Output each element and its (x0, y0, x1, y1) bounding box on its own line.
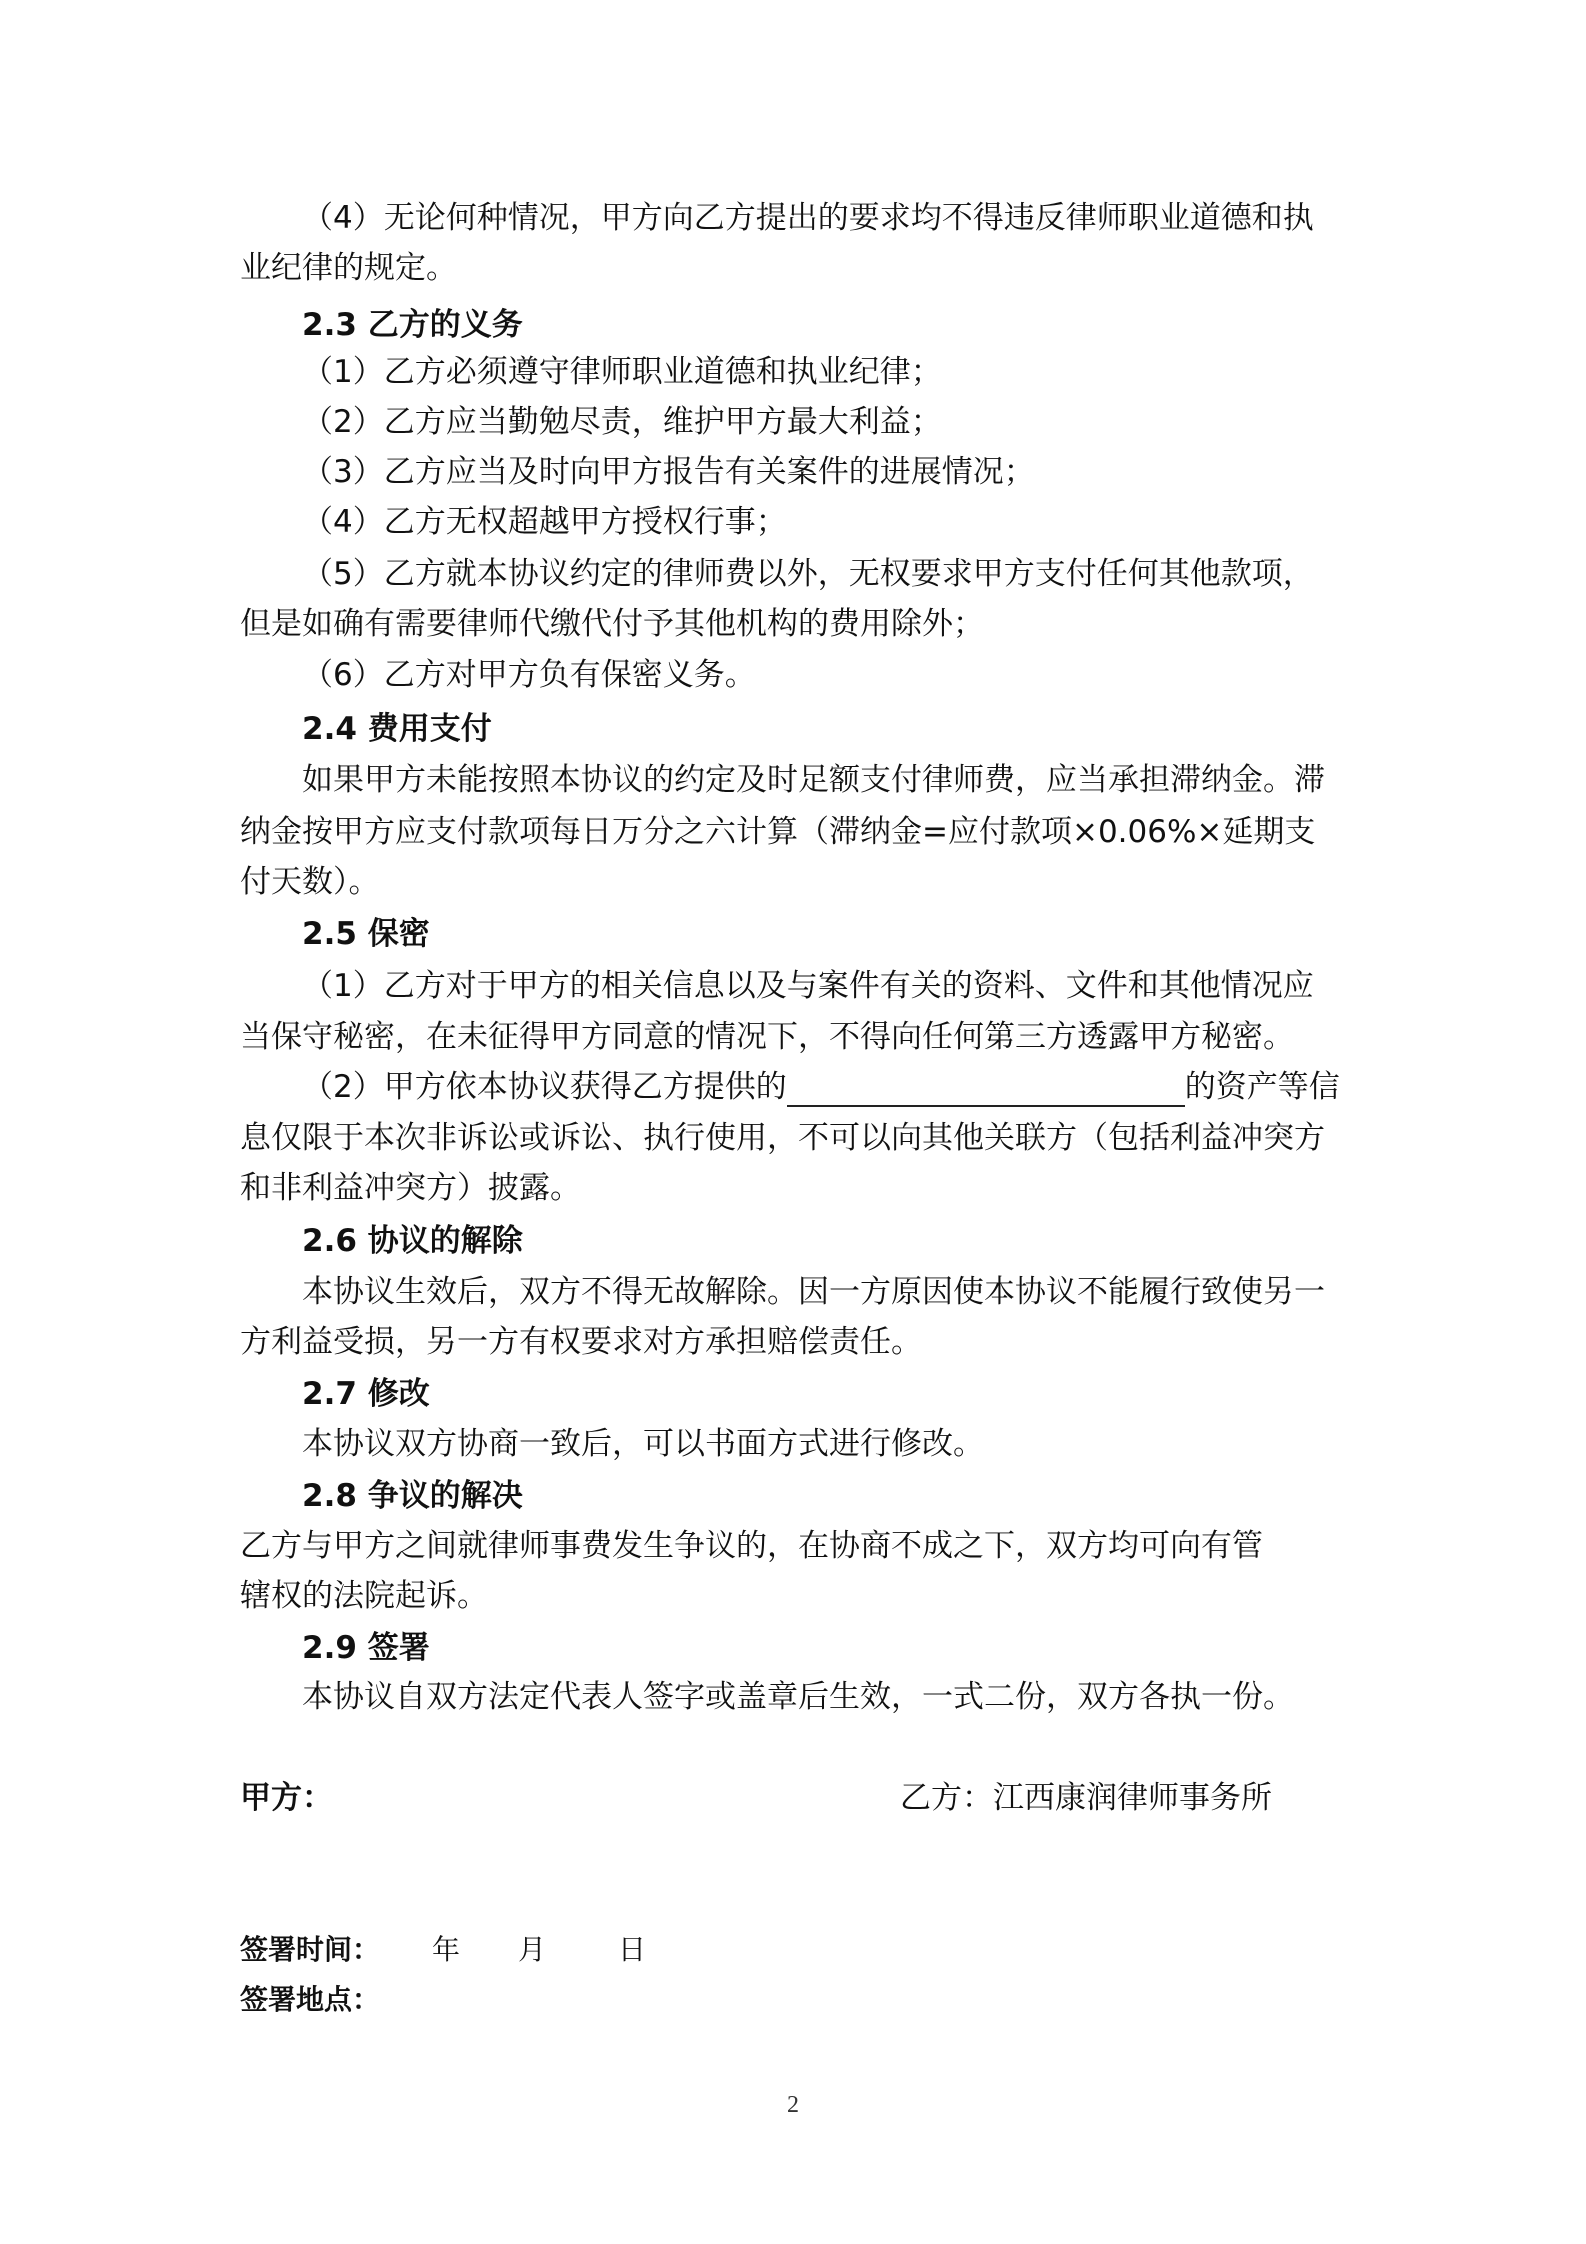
clause-2-2-item-4-line-1: （4）无论何种情况，甲方向乙方提出的要求均不得违反律师职业道德和执 (302, 200, 1314, 236)
sign-time-year: 年 (432, 1933, 461, 1966)
party-b-name: 江西康润律师事务所 (993, 1780, 1272, 1816)
clause-2-5-item-2-line-1 (302, 1067, 1355, 1107)
section-2-8-heading: 2.8 争议的解决 (302, 1478, 523, 1514)
clause-2-4-line-3: 付天数）。 (240, 864, 380, 900)
sign-time-day: 日 (618, 1933, 647, 1966)
section-2-5-heading: 2.5 保密 (302, 916, 430, 952)
clause-2-4-line-2: 纳金按甲方应支付款项每日万分之六计算（滞纳金=应付款项×0.06%×延期支 (240, 814, 1316, 850)
clause-2-3-item-2: （2）乙方应当勤勉尽责，维护甲方最大利益； (302, 404, 942, 440)
clause-2-3-item-5-line-1: （5）乙方就本协议约定的律师费以外，无权要求甲方支付任何其他款项， (302, 556, 1314, 592)
section-2-4-heading: 2.4 费用支付 (302, 711, 492, 747)
clause-2-2-item-4-line-2: 业纪律的规定。 (240, 250, 457, 286)
clause-2-5-item-2-suffix: 的资产等信 (1184, 1069, 1340, 1105)
clause-2-3-item-1: （1）乙方必须遵守律师职业道德和执业纪律； (302, 354, 942, 390)
clause-2-5-item-2-line-3: 和非利益冲突方）披露。 (240, 1170, 581, 1206)
party-b-signature (900, 1778, 1272, 1818)
clause-2-7-line-1: 本协议双方协商一致后，可以书面方式进行修改。 (302, 1426, 984, 1462)
section-2-6-heading: 2.6 协议的解除 (302, 1223, 523, 1259)
party-b-label: 乙方： (900, 1780, 993, 1816)
clause-2-8-line-1: 乙方与甲方之间就律师事费发生争议的，在协商不成之下，双方均可向有管 (240, 1528, 1263, 1564)
sign-time-label: 签署时间： (240, 1933, 381, 1966)
clause-2-5-item-2-line-2: 息仅限于本次非诉讼或诉讼、执行使用，不可以向其他关联方（包括利益冲突方 (240, 1120, 1325, 1156)
clause-2-3-item-4: （4）乙方无权超越甲方授权行事； (302, 504, 787, 540)
page-number: 2 (787, 2092, 799, 2118)
clause-2-9-line-1: 本协议自双方法定代表人签字或盖章后生效，一式二份，双方各执一份。 (302, 1679, 1294, 1715)
section-2-7-heading: 2.7 修改 (302, 1376, 430, 1412)
clause-2-8-line-2: 辖权的法院起诉。 (240, 1578, 488, 1614)
section-2-3-heading: 2.3 乙方的义务 (302, 307, 523, 343)
clause-2-5-item-2-prefix: （2）甲方依本协议获得乙方提供的 (302, 1069, 787, 1105)
clause-2-4-line-1: 如果甲方未能按照本协议的约定及时足额支付律师费，应当承担滞纳金。滞 (302, 762, 1325, 798)
clause-2-6-line-2: 方利益受损，另一方有权要求对方承担赔偿责任。 (240, 1324, 922, 1360)
clause-2-3-item-6: （6）乙方对甲方负有保密义务。 (302, 657, 756, 693)
clause-2-5-item-1-line-2: 当保守秘密，在未征得甲方同意的情况下，不得向任何第三方透露甲方秘密。 (240, 1019, 1294, 1055)
sign-place-label: 签署地点： (240, 1983, 381, 2016)
sign-time-month: 月 (518, 1933, 547, 1966)
section-2-9-heading: 2.9 签署 (302, 1630, 430, 1666)
clause-2-3-item-3: （3）乙方应当及时向甲方报告有关案件的进展情况； (302, 454, 1035, 490)
clause-2-5-item-1-line-1: （1）乙方对于甲方的相关信息以及与案件有关的资料、文件和其他情况应 (302, 968, 1314, 1004)
asset-info-blank-field (787, 1073, 1185, 1107)
party-a-label: 甲方： (240, 1780, 333, 1816)
clause-2-3-item-5-line-2: 但是如确有需要律师代缴代付予其他机构的费用除外； (240, 606, 984, 642)
clause-2-6-line-1: 本协议生效后，双方不得无故解除。因一方原因使本协议不能履行致使另一 (302, 1274, 1325, 1310)
